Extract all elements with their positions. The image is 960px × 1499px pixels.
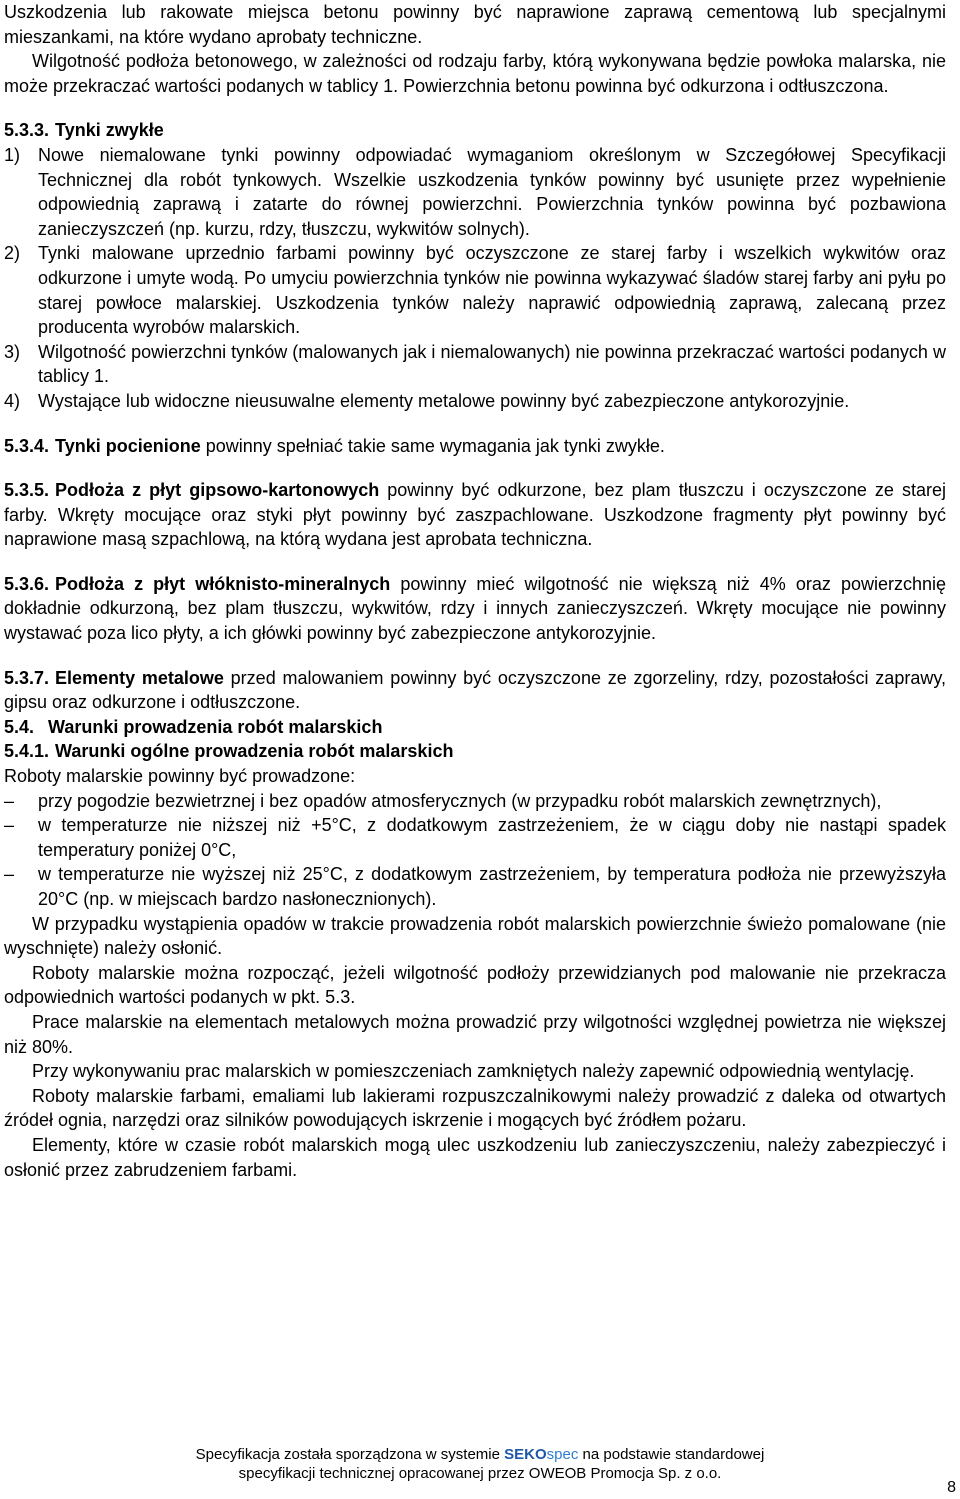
- list-text: Wystające lub widoczne nieusuwalne elementy metalowe powinny być zabezpieczone antykorozyjnie.: [38, 390, 850, 411]
- section-5-3-4: [4, 434, 946, 459]
- footer-text: Specyfikacja została sporządzona w systemie: [195, 1446, 505, 1463]
- list-text: Wilgotność powierzchni tynków (malowanych jak i niemalowanych) nie powinna przekraczać wartości podanych w tablicy 1.: [38, 341, 946, 387]
- section-text: przed malowaniem powinny być oczyszczone ze zgorzeliny, rdzy, pozostałości zaprawy, gipsu oraz odkurzone i odtłuszczone.: [4, 667, 946, 713]
- list-marker: 2): [4, 243, 21, 264]
- spacer: [4, 98, 946, 118]
- page-footer: [0, 1445, 960, 1483]
- section-title: Warunki ogólne prowadzenia robót malarskich: [55, 741, 454, 762]
- paragraph: Przy wykonywaniu prac malarskich w pomieszczeniach zamkniętych należy zapewnić odpowiednią wentylację.: [32, 1061, 915, 1082]
- list-item: [4, 862, 946, 911]
- list-text: Nowe niemalowane tynki powinny odpowiadać wymaganiom określonym w Szczegółowej Specyfikacji Technicznej dla robót tynkowych. Wszelkie uszkodzenia tynków powinny być usunięte przez wypełnienie odpowiednią zaprawą i zatarte do równej powierzchni. Powierzchnia tynków powinna być pozbawiona zanieczyszczeń (np. kurzu, rdzy, tłuszczu, wykwitów solnych).: [38, 144, 946, 239]
- list-text: Tynki malowane uprzednio farbami powinny być oczyszczone ze starej farby i wszelkich wykwitów oraz odkurzone i umyte wodą. Po umyciu powierzchnia tynków nie powinna wykazywać śladów starej farby ani pyłu po starej powłoce malarskiej. Uszkodzenia tynków należy naprawić odpowiednią zaprawą, zalecaną przez producenta wyrobów malarskich.: [38, 243, 946, 338]
- paragraph: Roboty malarskie można rozpocząć, jeżeli wilgotność podłoży przewidzianych pod malowanie nie przekracza odpowiednich wartości podanych w pkt. 5.3.: [4, 962, 946, 1008]
- section-title: Podłoża z płyt włóknisto-mineralnych: [55, 573, 391, 594]
- section-number: 5.3.5.: [4, 480, 50, 501]
- spacer: [4, 458, 946, 478]
- dash-marker: –: [4, 815, 15, 836]
- section-number: 5.3.6.: [4, 573, 50, 594]
- section-number: 5.3.4.: [4, 435, 50, 456]
- brand-logo-part: spec: [546, 1446, 579, 1463]
- section-number: 5.4.: [4, 716, 35, 737]
- brand-logo-part: SEKO: [504, 1446, 547, 1463]
- list-marker: 3): [4, 341, 21, 362]
- list-marker: 4): [4, 390, 21, 411]
- dash-list: [4, 789, 946, 912]
- section-title: Tynki zwykłe: [55, 120, 164, 141]
- list-item: [4, 789, 946, 814]
- section-number: 5.4.1.: [4, 741, 50, 762]
- section-5-3-3-heading: [4, 118, 946, 143]
- section-5-3-5: [4, 478, 946, 552]
- list-item: [4, 143, 946, 241]
- list-item: [4, 389, 946, 414]
- list-item: [4, 813, 946, 862]
- list-marker: 1): [4, 144, 21, 165]
- list-text: w temperaturze nie niższej niż +5°C, z dodatkowym zastrzeżeniem, że w ciągu doby nie nastąpi spadek temperatury poniżej 0°C,: [38, 815, 946, 860]
- list-text: przy pogodzie bezwietrznej i bez opadów atmosferycznych (w przypadku robót malarskich zewnętrznych),: [38, 790, 882, 811]
- section-title: Tynki pocienione: [55, 435, 201, 456]
- spacer: [4, 646, 946, 666]
- footer-text: na podstawie standardowej: [578, 1446, 765, 1463]
- list-item: [4, 241, 946, 339]
- document-body: [4, 0, 946, 1182]
- spacer: [4, 552, 946, 572]
- spacer: [4, 414, 946, 434]
- section-text: powinny mieć wilgotność nie większą niż 4% oraz powierzchnię dokładnie odkurzoną, bez plam tłuszczu, wykwitów, rdzy i innych zanieczyszczeń. Wkręty mocujące nie powinny wystawać poza lico płyty, a ich główki powinny być zabezpieczone antykorozyjnie.: [4, 573, 947, 644]
- list-item: [4, 340, 946, 389]
- paragraph: Elementy, które w czasie robót malarskich mogą ulec uszkodzeniu lub zanieczyszczeniu, należy zabezpieczyć i osłonić przez zabrudzeniem farbami.: [4, 1134, 946, 1180]
- dash-marker: –: [4, 864, 15, 885]
- paragraph: Roboty malarskie farbami, emaliami lub lakierami rozpuszczalnikowymi należy prowadzić z daleka od otwartych źródeł ognia, narzędzi oraz silników powodujących iskrzenie i mogących być źródłem pożaru.: [4, 1085, 946, 1131]
- numbered-list: [4, 143, 946, 414]
- section-title: Podłoża z płyt gipsowo-kartonowych: [55, 480, 380, 501]
- paragraph: Prace malarskie na elementach metalowych można prowadzić przy wilgotności względnej powietrza nie większej niż 80%.: [4, 1011, 946, 1057]
- section-intro: Roboty malarskie powinny być prowadzone:: [4, 766, 356, 787]
- list-text: w temperaturze nie wyższej niż 25°C, z dodatkowym zastrzeżeniem, by temperatura podłoża nie przewyższyła 20°C (np. w miejscach bardzo nasłonecznionych).: [38, 864, 946, 909]
- footer-line-2: specyfikacji technicznej opracowanej przez OWEOB Promocja Sp. z o.o.: [238, 1465, 722, 1482]
- paragraph-concrete-repair: Uszkodzenia lub rakowate miejsca betonu powinny być naprawione zaprawą cementową lub specjalnymi mieszankami, na które wydano aprobaty techniczne.: [4, 2, 946, 47]
- section-5-4-1-heading: [4, 739, 946, 764]
- section-5-3-6: [4, 572, 946, 646]
- section-5-3-7: [4, 666, 946, 715]
- page-number: 8: [947, 1479, 956, 1496]
- paragraph: W przypadku wystąpienia opadów w trakcie prowadzenia robót malarskich powierzchnie świeżo pomalowane (nie wyschnięte) należy osłonić.: [4, 913, 946, 959]
- section-title: Elementy metalowe: [55, 667, 224, 688]
- footer-line-1: [0, 1445, 960, 1464]
- dash-marker: –: [4, 790, 15, 811]
- section-number: 5.3.7.: [4, 667, 50, 688]
- section-text: powinny spełniać takie same wymagania jak tynki zwykłe.: [200, 435, 665, 456]
- section-title: Warunki prowadzenia robót malarskich: [48, 716, 383, 737]
- section-number: 5.3.3.: [4, 120, 50, 141]
- section-5-4-heading: [4, 715, 946, 740]
- section-text: powinny być odkurzone, bez plam tłuszczu i oczyszczone ze starej farby. Wkręty mocujące oraz styki płyt powinny być zaszpachlowane. Uszkodzone fragmenty płyt powinny być naprawione masą szpachlową, na którą wydana jest aprobata techniczna.: [4, 480, 946, 550]
- paragraph-concrete-moisture: Wilgotność podłoża betonowego, w zależności od rodzaju farby, którą wykonywana będzie powłoka malarska, nie może przekraczać wartości podanych w tablicy 1. Powierzchnia betonu powinna być odkurzona i odtłuszczona.: [4, 51, 946, 96]
